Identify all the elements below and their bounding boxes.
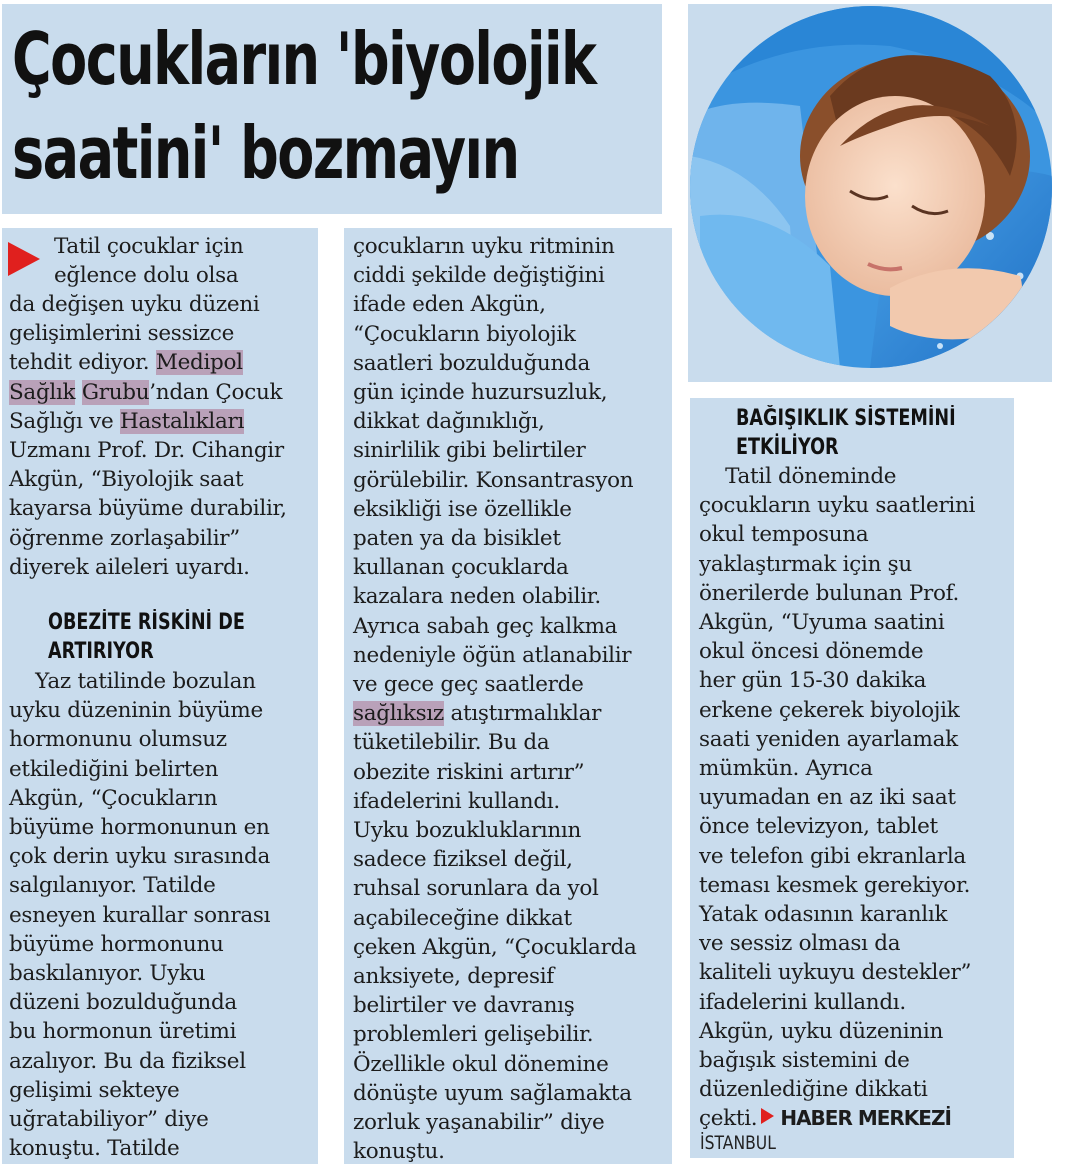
col3-last-line: çekti. [699,1106,758,1132]
paragraph-ritim [353,232,637,1167]
col2-text-a: çocukların uyku ritminin ciddi şekilde değiştiğini ifade eden Akgün, “Çocukların biyolojik saatleri bozulduğunda gün içinde huzursuzluk, dikkat dağınıklığı, sinirlilik gibi belirtiler görülebilir. Konsantrasyon eksikliği ise özellikle paten ya da bisiklet kullanan çocuklarda kazalara neden olabilir. Ayrıca sabah geç kalkma nedeniyle öğün atlanabilir ve gece geç saatlerde [353,234,634,698]
subheading-bagisiklik: BAĞIŞIKLIK SİSTEMİNİ ETKİLİYOR [736,406,956,460]
sleeping-child-illustration [690,6,1052,368]
headline-line-1: Çocukların 'biyolojik [12,17,596,101]
highlight-saglik: Sağlık [9,379,76,405]
sleeping-child-photo [690,6,1052,368]
paragraph-bagisiklik [699,462,975,1134]
subheading-obezite: OBEZİTE RİSKİNİ DE ARTIRIYOR [48,610,245,664]
highlight-grubu: Grubu [81,379,150,405]
lead-text-a: da değişen uyku düzeni gelişimlerini sessizce tehdit ediyor. [9,292,260,376]
red-triangle-marker-icon [8,242,40,276]
author-credit: HABER MERKEZİ [780,1106,951,1131]
article-column-3 [690,398,1014,1158]
col3-body: Tatil döneminde çocukların uyku saatlerini okul temposuna yaklaştırmak için şu önerilerde bulunan Prof. Akgün, “Uyuma saatini okul öncesi dönemde her gün 15-30 dakika erkene çekerek biyolojik saati yeniden ayarlamak mümkün. Ayrıca uyumadan en az iki saat önce televizyon, tablet ve telefon gibi ekranlarla teması kesmek gerekiyor. Yatak odasının karanlık ve sessiz olması da kaliteli uykuyu destekler” ifadelerini kullandı. Akgün, uyku düzeninin bağışık sistemini de düzenlediğine dikkati [699,464,976,1103]
lead-first-lines: Tatil çocuklar için eğlence dolu olsa [54,234,244,289]
headline-box [2,4,662,214]
lead-paragraph [9,290,287,582]
article-column-1 [2,228,318,1164]
lead-text-b: ’ndan Çocuk Sağlığı ve [9,379,283,434]
dateline-city: İSTANBUL [700,1132,776,1154]
highlight-hastaliklari: Hastalıkları [119,408,245,434]
credit-marker-icon [761,1108,774,1124]
highlight-sagliksiz: sağlıksız [353,701,444,727]
article-column-2 [344,228,672,1164]
lead-text-c: Uzmanı Prof. Dr. Cihangir Akgün, “Biyolojik saat kayarsa büyüme durabilir, öğrenme zorlaşabilir” diyerek aileleri uyardı. [9,438,287,580]
col2-text-b: atıştırmalıklar tüketilebilir. Bu da obezite riskini artırır” ifadelerini kullandı. Uyku bozukluklarının sadece fiziksel değil, ruhsal sorunlara da yol açabileceğine dikkat çeken Akgün, “Çocuklarda anksiyete, depresif belirtiler ve davranış problemleri gelişebilir. Özellikle okul dönemine dönüşte uyum sağlamakta zorluk yaşanabilir” diye konuştu. [353,701,637,1165]
highlight-medipol: Medipol [155,350,243,376]
headline [12,12,595,200]
headline-line-2: saatini' bozmayın [12,111,519,195]
paragraph-buyume: Yaz tatilinde bozulan uyku düzeninin büyüme hormonunu olumsuz etkilediğini belirten Akgün, “Çocukların büyüme hormonunun en çok derin uyku sırasında salgılanıyor. Tatilde esneyen kurallar sonrası büyüme hormonunu baskılanıyor. Uyku düzeni bozulduğunda bu hormonun üretimi azalıyor. Bu da fiziksel gelişimi sekteye uğratabiliyor” diye konuştu. Tatilde [9,669,271,1162]
